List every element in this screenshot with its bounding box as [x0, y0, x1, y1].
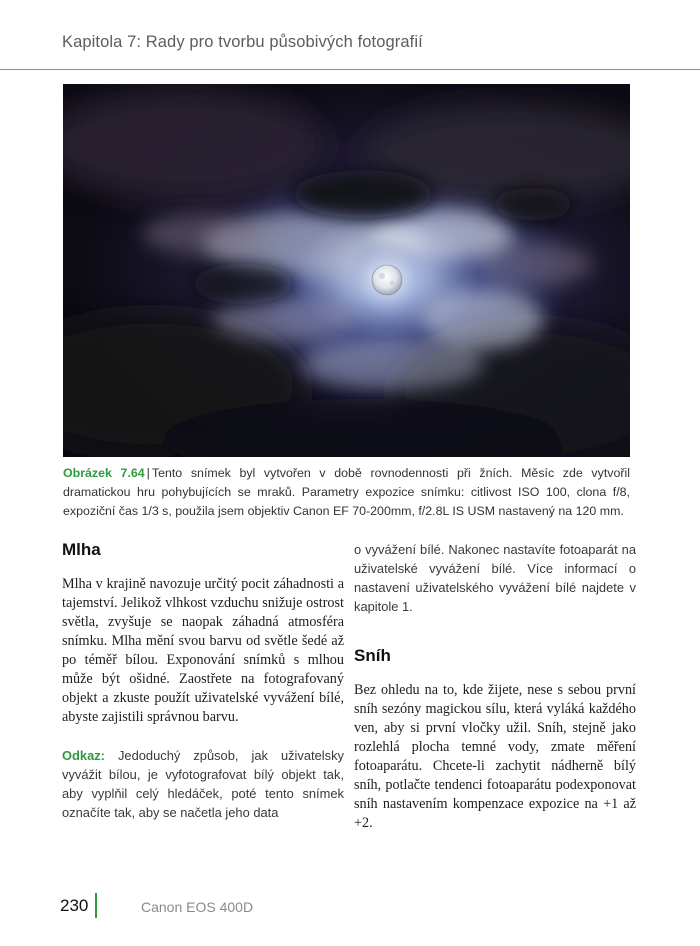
- chapter-title: Kapitola 7: Rady pro tvorbu působivých fotografií: [62, 33, 423, 51]
- tip-paragraph: [62, 746, 344, 822]
- figure-label: Obrázek 7.64: [63, 466, 145, 480]
- page-number: 230: [60, 896, 89, 915]
- tip-label: Odkaz:: [62, 748, 105, 763]
- fog-heading: Mlha: [62, 540, 101, 559]
- book-title: Canon EOS 400D: [141, 899, 254, 915]
- footer-rule: [95, 893, 97, 918]
- tip-continuation: o vyvážení bílé. Nakonec nastavíte fotoaparát na uživatelské vyvážení bílé. Více informací o nastavení uživatelského vyvážení bílé najdete v kapitole 1.: [354, 542, 636, 614]
- figure-caption: [63, 464, 630, 521]
- left-column: [62, 540, 344, 822]
- fog-paragraph: Mlha v krajině navozuje určitý pocit záhadnosti a tajemství. Jelikož vlhkost vzduchu snižuje ostrost světla, zvyšuje se naopak záhadná atmosféra snímku. Mlha mění svou barvu od světle šedé až po téměř bílou. Exponování snímků s mlhou může být ošidné. Zaostřete na fotografovaný objekt a zkuste použít uživatelské vyvážení bílé, abyste zajistili správnou barvu.: [62, 576, 344, 725]
- snow-heading: Sníh: [354, 646, 391, 665]
- snow-paragraph: Bez ohledu na to, kde žijete, nese s sebou první sníh sezóny magickou sílu, která vyláká každého ven, aby si první vločky užil. Sníh, stejně jako rozlehlá plocha temné vody, zmate měření fotoaparátu. Chcete-li zachytit nádherně bílý sníh, potlačte tendenci fotoaparátu podexponovat sníh nastavením kompenzace expozice na +1 až +2.: [354, 682, 636, 831]
- chapter-header: [0, 0, 700, 70]
- right-column: [354, 540, 636, 833]
- caption-text: Tento snímek byl vytvořen v době rovnodennosti při žních. Měsíc zde vytvořil dramatickou hru pohybujících se mraků. Parametry expozice snímku: citlivost ISO 100, clona f/8, expoziční čas 1/3 s, použila jsem objektiv Canon EF 70-200mm, f/2.8L IS USM nastavený na 120 mm.: [63, 466, 630, 518]
- moon-clouds-photo: [63, 84, 630, 457]
- caption-separator: |: [146, 466, 150, 480]
- tip-text-part1: Jedoduchý způsob, jak uživatelsky vyvážit bílou, je vyfotografovat bílý objekt tak, aby vyplňil celý hledáček, poté tento snímek označíte tak, aby se načetla jeho data: [62, 748, 344, 820]
